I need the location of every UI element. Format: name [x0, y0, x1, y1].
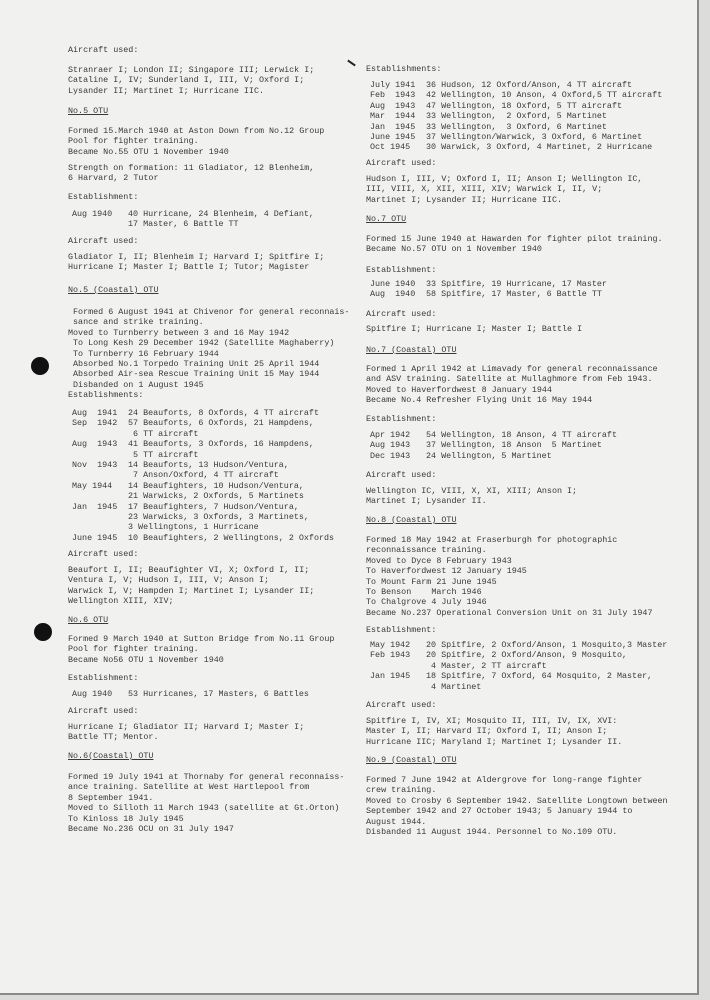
row-date: June 1940	[370, 279, 416, 289]
text-line: crew training.	[366, 785, 437, 796]
row-date: Aug 1943	[370, 100, 416, 111]
row-line: 5 TT aircraft	[128, 449, 199, 460]
subheading-label	[366, 414, 436, 424]
subheading-label	[366, 265, 436, 275]
row-line: 24 Beauforts, 8 Oxfords, 4 TT aircraft	[128, 408, 319, 418]
text-line: Establishments:	[68, 390, 144, 400]
table-row	[370, 440, 617, 450]
text-line: Gladiator I, II; Blenheim I; Harvard I; Spitfire I;	[68, 252, 325, 262]
subheading-label	[366, 470, 436, 480]
row-line: 40 Hurricane, 24 Blenheim, 4 Defiant,	[128, 209, 314, 219]
text-line: Lysander II; Martinet I; Hurricane IIC.	[68, 85, 265, 96]
row-aircraft	[426, 430, 617, 440]
text-line: Moved to Haverfordwest 8 January 1944	[366, 384, 552, 395]
text-line: To Benson March 1946	[366, 587, 482, 598]
text-line: Wellington IC, VIII, X, XI, XIII; Anson I;	[366, 486, 578, 496]
row-line: 6 TT aircraft	[128, 428, 199, 439]
text-line: No.5 OTU	[68, 106, 109, 116]
text-line: Pool for fighter training.	[68, 136, 199, 147]
text-line: September 1942 and 27 October 1943; 5 January 1944 to	[366, 806, 633, 817]
text-line: Aircraft used:	[366, 158, 437, 168]
row-aircraft	[426, 101, 622, 111]
row-date: Nov 1943	[72, 460, 118, 471]
row-line: 20 Spitfire, 2 Oxford/Anson, 9 Mosquito,	[426, 650, 628, 661]
row-line: 53 Hurricanes, 17 Masters, 6 Battles	[128, 689, 309, 699]
text-line: Battle TT; Mentor.	[68, 732, 159, 743]
row-date: Jan 1945	[370, 121, 416, 132]
row-date: Aug 1940	[72, 689, 113, 699]
punch-hole	[31, 357, 49, 375]
row-date: Sep 1942	[72, 418, 118, 429]
section-heading	[366, 515, 456, 525]
paragraph	[68, 126, 324, 157]
row-line: 14 Beaufighters, 10 Hudson/Ventura,	[128, 480, 304, 491]
row-aircraft	[426, 671, 652, 692]
row-line: 54 Wellington, 18 Anson, 4 TT aircraft	[426, 430, 617, 440]
text-line: Wellington XIII, XIV;	[68, 596, 174, 607]
subheading-label	[366, 158, 436, 168]
establishment-table	[370, 80, 662, 153]
paragraph	[366, 486, 577, 507]
establishment-table	[370, 430, 617, 461]
text-line: Aircraft used:	[68, 45, 139, 55]
text-line: Pool for fighter training.	[68, 644, 199, 655]
establishment-table	[72, 209, 314, 230]
row-line: 30 Warwick, 3 Oxford, 4 Martinet, 2 Hurricane	[426, 142, 653, 153]
row-aircraft	[128, 481, 304, 502]
text-line: August 1944.	[366, 816, 427, 827]
row-line: 17 Master, 6 Battle TT	[128, 219, 239, 230]
row-date: July 1941	[370, 80, 416, 90]
paragraph	[68, 163, 314, 184]
row-line: 58 Spitfire, 17 Master, 6 Battle TT	[426, 289, 602, 300]
text-line: Formed 19 July 1941 at Thornaby for general reconnaiss-	[68, 772, 345, 782]
row-aircraft	[426, 80, 632, 90]
row-aircraft	[128, 418, 314, 439]
paragraph	[68, 722, 304, 743]
table-row	[370, 132, 662, 142]
row-aircraft	[128, 502, 309, 533]
section-heading	[366, 345, 456, 355]
row-line: 47 Wellington, 18 Oxford, 5 TT aircraft	[426, 100, 623, 111]
row-date: Aug 1943	[370, 440, 411, 451]
row-line: 24 Wellington, 5 Martinet	[426, 450, 552, 461]
text-line: Formed 15 June 1940 at Hawarden for fighter pilot training.	[366, 234, 663, 244]
row-aircraft	[128, 439, 314, 460]
text-line: To Chalgrove 4 July 1946	[366, 597, 487, 608]
subheading-label	[68, 390, 143, 400]
text-line: No.9 (Coastal) OTU	[366, 755, 457, 765]
text-line: Disbanded on 1 August 1945	[68, 379, 204, 390]
text-line: No.6(Coastal) OTU	[68, 751, 154, 761]
table-row	[370, 90, 662, 100]
text-line: Master I, II; Harvard II; Oxford I, II; Anson I;	[366, 726, 608, 737]
table-row	[370, 289, 607, 299]
row-aircraft	[426, 650, 627, 671]
text-line: Aircraft used:	[68, 236, 139, 246]
establishment-table	[72, 408, 334, 543]
table-row	[72, 481, 334, 502]
row-line: 7 Anson/Oxford, 4 TT aircraft	[128, 470, 279, 481]
text-line: Aircraft used:	[366, 700, 437, 710]
row-aircraft	[426, 132, 642, 142]
row-aircraft	[128, 408, 319, 418]
table-row	[72, 408, 334, 418]
text-line: Aircraft used:	[68, 549, 139, 559]
text-line: Stranraer I; London II; Singapore III; Lerwick I;	[68, 65, 315, 75]
table-row	[72, 502, 334, 533]
section-heading	[68, 615, 108, 625]
text-line: Establishment:	[366, 625, 437, 635]
row-line: 4 Martinet	[426, 681, 482, 692]
row-line: 41 Beauforts, 3 Oxfords, 16 Hampdens,	[128, 439, 314, 450]
table-row	[72, 533, 334, 543]
row-line: 21 Warwicks, 2 Oxfords, 5 Martinets	[128, 491, 304, 502]
row-line: 23 Warwicks, 3 Oxfords, 3 Martinets,	[128, 512, 309, 523]
paragraph	[68, 565, 314, 607]
row-aircraft	[128, 689, 309, 699]
text-line: Ventura I, V; Hudson I, III, V; Anson I;	[68, 575, 270, 586]
row-date: Aug 1940	[72, 209, 113, 219]
subheading-label	[68, 236, 138, 246]
text-line: ance training. Satellite at West Hartlepool from	[68, 782, 310, 793]
row-line: 14 Beauforts, 13 Hudson/Ventura,	[128, 460, 289, 471]
subheading-label	[68, 706, 138, 716]
row-date: Feb 1943	[370, 90, 416, 101]
row-aircraft	[426, 289, 602, 299]
table-row	[72, 460, 334, 481]
row-date: Oct 1945	[370, 142, 411, 153]
text-line: III, VIII, X, XII, XIII, XIV; Warwick I, II, V;	[366, 184, 603, 195]
table-row	[72, 439, 334, 460]
text-line: To Mount Farm 21 June 1945	[366, 576, 497, 587]
paragraph	[366, 234, 663, 255]
text-line: Became No.57 OTU on 1 November 1940	[366, 244, 542, 255]
row-aircraft	[426, 111, 607, 121]
text-line: Moved to Crosby 6 September 1942. Satellite Longtown between	[366, 795, 668, 806]
row-aircraft	[426, 90, 662, 100]
row-date: Aug 1943	[72, 439, 118, 450]
text-line: Spitfire I; Hurricane I; Master I; Battle I	[366, 324, 583, 334]
table-row	[370, 111, 662, 121]
text-line: No.6 OTU	[68, 615, 109, 625]
table-row	[370, 640, 667, 650]
section-heading	[366, 755, 456, 765]
text-line: Cataline I, IV; Sunderland I, III, V; Oxford I;	[68, 75, 305, 86]
table-row	[370, 122, 662, 132]
section-heading	[366, 214, 406, 224]
text-line: Became No.236 OCU on 31 July 1947	[68, 824, 234, 835]
punch-hole	[34, 623, 52, 641]
row-aircraft	[426, 440, 602, 450]
text-line: To Kinloss 18 July 1945	[68, 813, 184, 824]
row-line: 42 Wellington, 10 Anson, 4 Oxford,5 TT aircraft	[426, 90, 663, 101]
subheading-label	[366, 625, 436, 635]
paragraph	[366, 775, 668, 837]
text-line: Aircraft used:	[68, 706, 139, 716]
text-line: Disbanded 11 August 1944. Personnel to No.109 OTU.	[366, 827, 618, 838]
text-line: No.7 (Coastal) OTU	[366, 345, 457, 355]
text-line: Martinet I; Lysander II.	[366, 496, 487, 507]
text-line: Aircraft used:	[366, 470, 437, 480]
paragraph	[68, 634, 334, 665]
text-line: Absorbed No.1 Torpedo Training Unit 25 April 1944	[68, 359, 320, 370]
table-row	[370, 430, 617, 440]
text-line: Became No.4 Refresher Flying Unit 16 May 1944	[366, 395, 593, 406]
row-line: 17 Beaufighters, 7 Hudson/Ventura,	[128, 501, 299, 512]
text-line: Hurricane I; Gladiator II; Harvard I; Master I;	[68, 722, 305, 732]
row-date: Jan 1945	[370, 671, 411, 682]
row-date: Dec 1943	[370, 450, 411, 461]
row-line: 37 Wellington, 18 Anson 5 Martinet	[426, 440, 602, 451]
row-date: Feb 1943	[370, 650, 411, 661]
row-line: 33 Wellington, 3 Oxford, 6 Martinet	[426, 121, 607, 132]
row-line: 18 Spitfire, 7 Oxford, 64 Mosquito, 2 Master,	[426, 671, 653, 682]
text-line: Formed 15.March 1940 at Aston Down from No.12 Group	[68, 126, 325, 136]
row-date: June 1945	[72, 532, 118, 543]
row-date: May 1942	[370, 640, 411, 650]
row-date: Aug 1941	[72, 408, 118, 418]
section-heading	[68, 106, 108, 116]
row-date: May 1944	[72, 480, 113, 491]
text-line: No.5 (Coastal) OTU	[68, 285, 159, 295]
text-line: Moved to Silloth 11 March 1943 (satellite at Gt.Orton)	[68, 803, 340, 814]
paragraph	[68, 252, 324, 273]
row-aircraft	[426, 279, 607, 289]
table-row	[370, 80, 662, 90]
subheading-label	[366, 64, 441, 74]
text-line: No.8 (Coastal) OTU	[366, 515, 457, 525]
row-aircraft	[426, 640, 667, 650]
pen-mark	[347, 60, 356, 67]
text-line: Formed 7 June 1942 at Aldergrove for long-range fighter	[366, 775, 643, 785]
text-line: To Turnberry 16 February 1944	[68, 348, 219, 359]
text-line: Establishment:	[366, 414, 437, 424]
row-aircraft	[128, 209, 314, 230]
row-line: 33 Wellington, 2 Oxford, 5 Martinet	[426, 111, 607, 122]
row-aircraft	[426, 122, 607, 132]
table-row	[72, 689, 309, 699]
row-aircraft	[426, 451, 552, 461]
establishment-table	[370, 640, 667, 692]
establishment-table	[72, 689, 309, 699]
row-aircraft	[128, 460, 289, 481]
text-line: Formed 6 August 1941 at Chivenor for general reconnais-	[68, 307, 350, 317]
text-line: Formed 18 May 1942 at Fraserburgh for photographic	[366, 535, 618, 545]
text-line: Spitfire I, IV, XI; Mosquito II, III, IV, IX, XVI:	[366, 716, 618, 726]
row-aircraft	[128, 533, 334, 543]
table-row	[370, 142, 662, 152]
paragraph	[366, 716, 622, 747]
text-line: Absorbed Air-sea Rescue Training Unit 15 May 1944	[68, 369, 320, 380]
row-date: Aug 1940	[370, 289, 416, 300]
table-row	[370, 101, 662, 111]
row-date: Apr 1942	[370, 430, 411, 440]
text-line: Martinet I; Lysander II; Hurricane IIC.	[366, 194, 563, 205]
text-line: Hurricane IIC; Maryland I; Martinet I; Lysander II.	[366, 736, 623, 747]
paragraph	[68, 307, 349, 390]
text-line: Moved to Dyce 8 February 1943	[366, 555, 512, 566]
row-line: 37 Wellington/Warwick, 3 Oxford, 6 Martinet	[426, 132, 643, 143]
row-date: Mar 1944	[370, 111, 416, 122]
section-heading	[68, 751, 153, 761]
row-line: 4 Master, 2 TT aircraft	[426, 660, 547, 671]
subheading-label	[366, 700, 436, 710]
row-line: 3 Wellingtons, 1 Hurricane	[128, 522, 259, 533]
text-line: Hurricane I; Master I; Battle I; Tutor; Magister	[68, 262, 310, 273]
text-line: To Long Kesh 29 December 1942 (Satellite Maghaberry)	[68, 338, 335, 349]
table-row	[72, 418, 334, 439]
row-line: 10 Beaufighters, 2 Wellingtons, 2 Oxfords	[128, 532, 335, 543]
text-line: reconnaissance training.	[366, 545, 487, 556]
row-aircraft	[426, 142, 652, 152]
subheading-label	[366, 309, 436, 319]
text-line: Aircraft used:	[366, 309, 437, 319]
table-row	[72, 209, 314, 230]
text-line: sance and strike training.	[68, 317, 204, 328]
table-row	[370, 279, 607, 289]
establishment-table	[370, 279, 607, 300]
text-line: Establishments:	[366, 64, 442, 74]
table-row	[370, 650, 667, 671]
text-line: Strength on formation: 11 Gladiator, 12 Blenheim,	[68, 163, 315, 173]
text-line: Establishment:	[68, 673, 139, 683]
paragraph	[68, 65, 314, 96]
row-line: 57 Beauforts, 6 Oxfords, 21 Hampdens,	[128, 418, 314, 429]
subheading-label	[68, 673, 138, 683]
text-line: and ASV training. Satellite at Mullaghmore from Feb 1943.	[366, 374, 653, 385]
text-line: To Haverfordwest 12 January 1945	[366, 566, 527, 577]
paragraph	[366, 324, 582, 334]
text-line: 6 Harvard, 2 Tutor	[68, 173, 159, 184]
text-line: Became No.55 OTU 1 November 1940	[68, 146, 229, 157]
text-line: 8 September 1941.	[68, 792, 154, 803]
paragraph	[68, 772, 344, 834]
section-heading	[68, 285, 158, 295]
paragraph	[366, 174, 642, 205]
row-line: 33 Spitfire, 19 Hurricane, 17 Master	[426, 279, 607, 289]
text-line: Establishment:	[366, 265, 437, 275]
text-line: Beaufort I, II; Beaufighter VI, X; Oxford I, II;	[68, 565, 310, 575]
row-line: 36 Hudson, 12 Oxford/Anson, 4 TT aircraft	[426, 80, 633, 90]
table-row	[370, 451, 617, 461]
row-date: Jan 1945	[72, 501, 118, 512]
table-row	[370, 671, 667, 692]
subheading-label	[68, 549, 138, 559]
text-line: Formed 1 April 1942 at Limavady for general reconnaissance	[366, 364, 658, 374]
subheading-label	[68, 45, 138, 55]
text-line: Formed 9 March 1940 at Sutton Bridge from No.11 Group	[68, 634, 335, 644]
row-date: June 1945	[370, 132, 416, 143]
text-line: Became No.237 Operational Conversion Unit on 31 July 1947	[366, 607, 653, 618]
text-line: Became No56 OTU 1 November 1940	[68, 654, 224, 665]
subheading-label	[68, 192, 138, 202]
paragraph	[366, 535, 652, 618]
text-line: Moved to Turnberry between 3 and 16 May 1942	[68, 327, 290, 338]
text-line: No.7 OTU	[366, 214, 407, 224]
text-line: Establishment:	[68, 192, 139, 202]
text-line: Warwick I, V; Hampden I; Martinet I; Lysander II;	[68, 585, 315, 596]
row-line: 20 Spitfire, 2 Oxford/Anson, 1 Mosquito,3 Master	[426, 640, 668, 650]
paragraph	[366, 364, 658, 406]
text-line: Hudson I, III, V; Oxford I, II; Anson I; Wellington IC,	[366, 174, 643, 184]
